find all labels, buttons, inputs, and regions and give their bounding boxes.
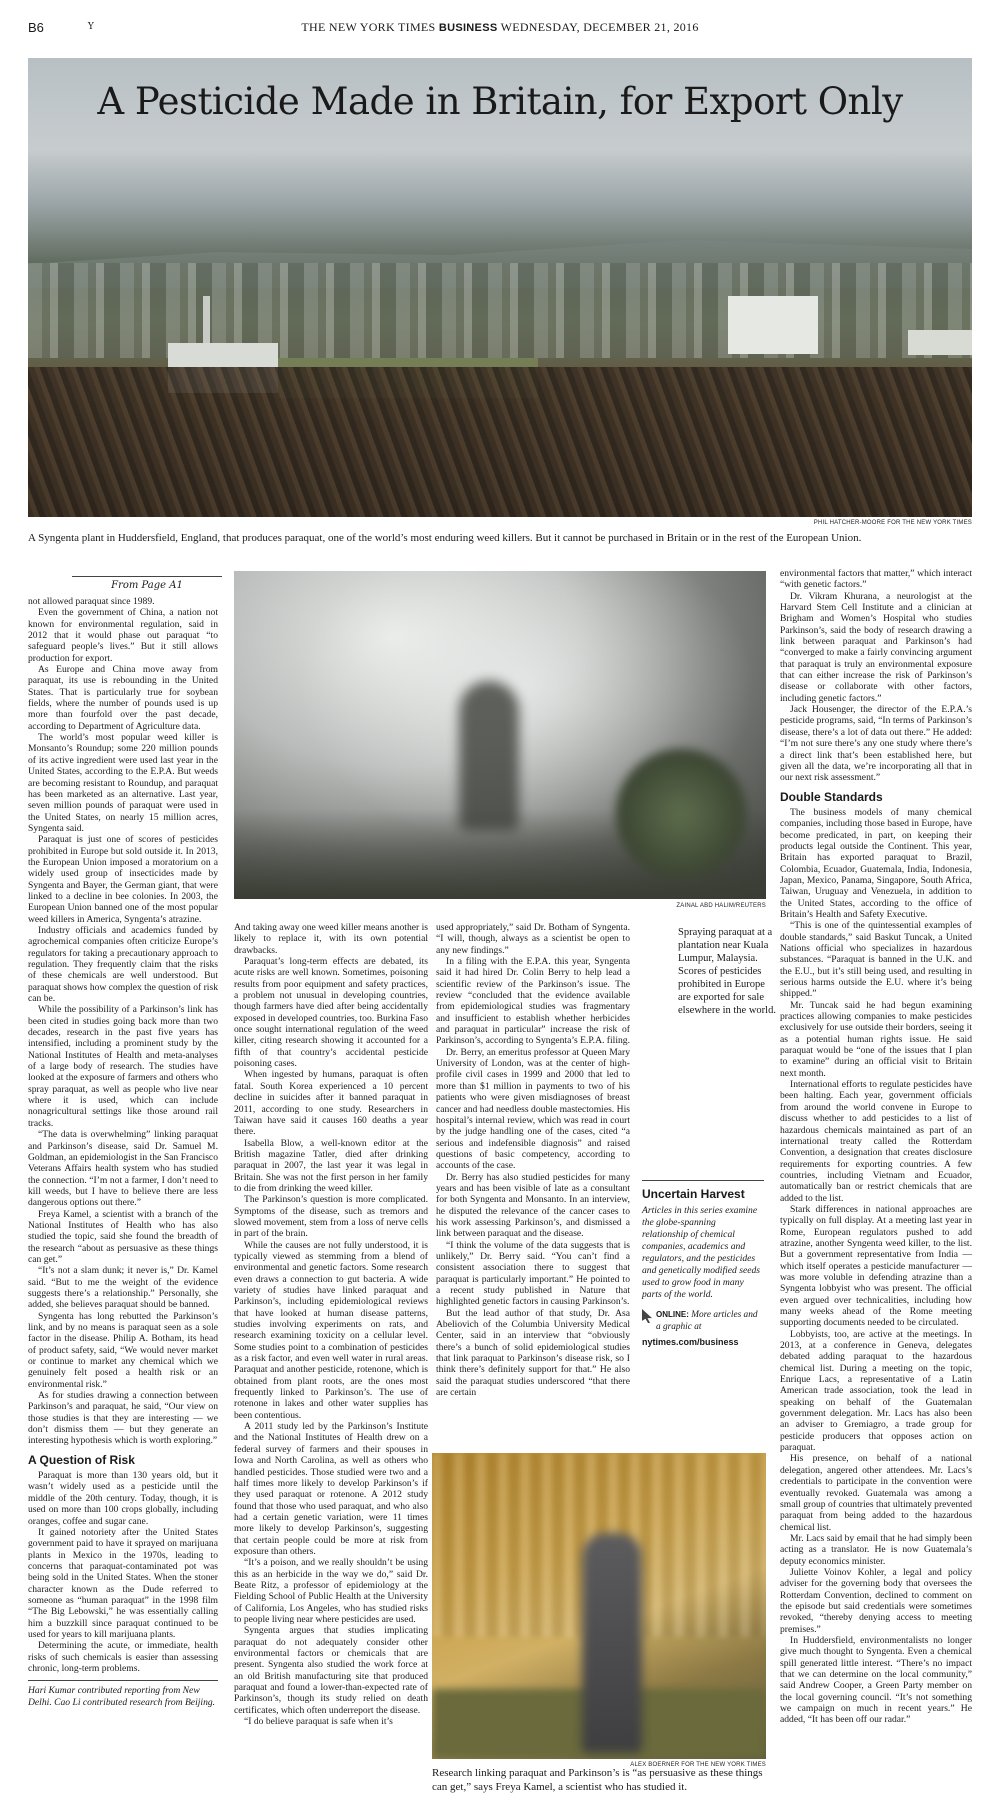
paragraph: It gained notoriety after the United States government paid to have it sprayed on marijuana plants in Mexico in the 1970s, leading to concerns that paraquat-contaminated pot was being sold in the United States. When the stoner character known as the Dude referred to someone as “human paraquat” in the 1998 film “The Big Lebowski,” he was essentially calling him a buzzkill since paraquat continued to be used for years to kill marijuana plants. xyxy=(28,1526,218,1640)
paragraph: Dr. Berry has also studied pesticides for many years and has been visible of late as a consultant for both Syngenta and Monsanto. In an interview, he disputed the relevance of the cancer cases to his work assessing Parkinson’s, and dismissed a link between paraquat and the disease. xyxy=(436,1171,630,1240)
paragraph: Even the government of China, a nation not known for environmental regulation, said in 2012 that it would phase out paraquat “to safeguard people’s lives.” But it still allows production for export. xyxy=(28,607,218,664)
paragraph: used appropriately,” said Dr. Botham of Syngenta. “I will, though, always as a scientist be open to any new findings.” xyxy=(436,922,630,956)
paragraph: “The data is overwhelming” linking paraquat and Parkinson’s disease, said Dr. Samuel M. Goldman, an epidemiologist in the San Francisco Veterans Affairs health system who has studied the connection. “I’m not a farmer, I don’t need to kill weeds, but I have to believe there are less dangerous options out there.” xyxy=(28,1129,218,1209)
jump-line: From Page A1 xyxy=(72,576,222,591)
paragraph: Jack Housenger, the director of the E.P.A.’s pesticide programs, said, “In terms of Parkinson’s disease, there’s a lot of data out there.” He added: “I’m not sure there’s any one study where there’s a direct link that’s been established here, but given all the data, we’re incorporating all that in our next risk assessment.” xyxy=(780,704,972,784)
paragraph: Mr. Tuncak said he had begun examining practices allowing companies to make pesticides exclusively for use outside their borders, seeing it as a potential human rights issue. He said paraquat would be “one of the issues that I plan to examine” during an official visit to Britain next month. xyxy=(780,999,972,1079)
hero-plant-right xyxy=(728,296,818,354)
paragraph: Syngenta argues that studies implicating paraquat do not adequately consider other environmental factors or chemicals that are present. Syngenta also studied the work force at an old British manufacturing site that produced paraquat and found a lower-than-expected rate of Parkinson’s, though its study relied on death certificates, which often underreport the disease. xyxy=(234,1625,428,1716)
paragraph: Lobbyists, too, are active at the meetings. In 2013, at a conference in Geneva, delegates debated adding paraquat to the hazardous chemical list. During a meeting on the topic, Enrique Lacs, a representative of a Latin American trade association, took the lead in speaking on behalf of the Guatemalan government delegation. Mr. Lacs has also been an adviser to Gremiagro, a trade group for pesticide producers that opposes action on paraquat. xyxy=(780,1328,972,1454)
paragraph: Stark differences in national approaches are typically on full display. At a meeting last year in Rome, European regulators pushed to add atrazine, another Syngenta weed killer, to the list. But a government representative from India — which itself operates a pesticide manufacturer — was more voluble in defending atrazine than a Syngenta lobbyist who was present. The official even argued over technicalities, including how many weeks ahead of the Rome meeting supporting documents needed to be circulated. xyxy=(780,1203,972,1329)
paragraph: The world’s most popular weed killer is Monsanto’s Roundup; some 220 million pounds of its active ingredient were used last year in the United States, according to the E.P.A. But weeds are becoming resistant to Roundup, and paraquat has been marketed as an alternative. Last year, seven million pounds of paraquat were used in the United States, on nearly 15 million acres, Syngenta said. xyxy=(28,732,218,834)
hero-photo-credit: PHIL HATCHER-MOORE FOR THE NEW YORK TIMES xyxy=(813,520,972,526)
article-column-2 xyxy=(234,922,428,1790)
hero-caption: A Syngenta plant in Huddersfield, England, that produces paraquat, one of the world’s most enduring weed killers. But it cannot be purchased in Britain or in the rest of the European Union. xyxy=(28,532,862,544)
paragraph: Paraquat is more than 130 years old, but it wasn’t widely used as a pesticide until the middle of the 20th century. Today, though, it is used on more than 100 crops globally, including oranges, coffee and sugar cane. xyxy=(28,1470,218,1527)
paragraph: International efforts to regulate pesticides have been halting. Each year, government officials from around the world convene in Europe to discuss whether to add pesticides to a list of hazardous chemicals maintained as part of an international treaty called the Rotterdam Convention, a designation that creates disclosure requirements for exporting countries. A few countries, including Vietnam and Ecuador, automatically ban or restrict chemicals that are added to the list. xyxy=(780,1079,972,1204)
paragraph: Dr. Vikram Khurana, a neurologist at the Harvard Stem Cell Institute and a clinician at Brigham and Women’s Hospital who studies Parkinson’s, said the body of research drawing a link between paraquat and Parkinson’s had “converged to make a fairly convincing argument that paraquat is truly an environmental exposure that can either increase the risk of Parkinson’s disease or collaborate with other factors, including genetic factors.” xyxy=(780,590,972,704)
paragraph: The business models of many chemical companies, including those based in Europe, have become predicated, in part, on keeping their products legal outside the Continent. This year, Britain has exported paraquat to Brazil, Colombia, Ecuador, Guatemala, India, Indonesia, Japan, Mexico, Panama, Singapore, South Africa, Taiwan, Uruguay and Venezuela, in addition to the United States, according to the office of Britain’s Health and Safety Executive. xyxy=(780,806,972,920)
online-text-wrap xyxy=(656,1309,764,1333)
cursor-icon xyxy=(642,1309,652,1323)
hero-smokestack xyxy=(203,296,210,346)
headline: A Pesticide Made in Britain, for Export Only xyxy=(97,80,903,123)
series-box xyxy=(642,1180,764,1347)
paragraph: Industry officials and academics funded by agrochemical companies often criticize Europe’s regulators for taking a precautionary approach to regulation. They frequently claim that the risks of these chemicals are well understood. But paraquat shows how complex the question of risk can be. xyxy=(28,924,218,1005)
paragraph: Syngenta has long rebutted the Parkinson’s link, and by no means is paraquat seen as a sole factor in the disease. Philip A. Botham, its head of product safety, said, “We would never market or continue to market any chemical which we genuinely felt posed a health risk or an environmental risk.” xyxy=(28,1310,218,1390)
paragraph: In a filing with the E.P.A. this year, Syngenta said it had hired Dr. Colin Berry to help lead a scientific review of the Parkinson’s issue. The review “concluded that the evidence available from epidemiological studies was fragmentary and insufficient to establish whether herbicides and paraquat in particular” increase the risk of Parkinson’s, according to Syngenta’s E.P.A. filing. xyxy=(436,956,630,1047)
paragraph: Paraquat’s long-term effects are debated, its acute risks are well known. Sometimes, poisoning results from poor equipment and safety practices, a problem not unusual in developing countries, though farmers have died after being accidentally exposed in developed countries, too. Burkina Faso once sought international regulation of the weed killer, citing research showing it accounted for a fifth of that country’s accidental pesticide poisoning cases. xyxy=(234,956,428,1070)
photo-plant xyxy=(616,749,746,879)
contributor-note: Hari Kumar contributed reporting from New Delhi. Cao Li contributed research from Beijing. xyxy=(28,1680,218,1708)
paragraph: His presence, on behalf of a national delegation, angered other attendees. Mr. Lacs’s credentials to participate in the convention were eventually revoked. Guatemala was among a small group of countries that ultimately prevented paraquat from being added to the hazardous chemical list. xyxy=(780,1453,972,1533)
online-label: ONLINE: xyxy=(656,1310,689,1319)
paragraph: environmental factors that matter,” which interact “with genetic factors.” xyxy=(780,568,972,591)
portrait-photo-credit: ALEX BOERNER FOR THE NEW YORK TIMES xyxy=(630,1762,766,1768)
portrait-caption: Research linking paraquat and Parkinson’s is “as persuasive as these things can get,” says Freya Kamel, a scientist who has studied it. xyxy=(432,1767,763,1793)
paragraph: Mr. Lacs said by email that he had simply been acting as a translator. He is now Guatemala’s deputy economics minister. xyxy=(780,1532,972,1567)
subhead: A Question of Risk xyxy=(28,1452,135,1467)
paragraph: “It’s a poison, and we really shouldn’t be using this as an herbicide in the way we do,” said Dr. Beate Ritz, a professor of epidemiology at the Fielding School of Public Health at the University of California, Los Angeles, who has studied risks to people living near where pesticides are used. xyxy=(234,1557,428,1625)
hero-plant-far-right xyxy=(908,330,972,355)
edition-mark: Y xyxy=(87,22,94,32)
series-description: Articles in this series examine the globe-spanning relationship of chemical companies, academics and regulators, and the pesticides and genetically modified seeds used to grow food in many parts of the world. xyxy=(642,1205,761,1300)
paragraph: Dr. Berry, an emeritus professor at Queen Mary University of London, was at the center of high-profile civil cases in 1999 and 2000 that led to more than $1 million in payments to two of his patients who were given misdiagnoses of breast cancer and had needless double mastectomies. His hospital’s internal review, which was read in court by the judge handling one of the cases, cited “a serious and indefensible diagnosis” and raised questions of basic competency, according to accounts of the case. xyxy=(436,1046,630,1172)
paper-name: THE NEW YORK TIMES xyxy=(301,19,436,34)
paragraph: While the possibility of a Parkinson’s link has been cited in studies going back more than two decades, research in the past five years has intensified, including a prominent study by the National Institutes of Health and meta-analyses of a large body of research. The studies have looked at the exposure of farmers and others who spray paraquat, as well as people who live near where it is used, which can include nonagricultural settings like those around rail tracks. xyxy=(28,1004,218,1129)
spraying-photo-credit: ZAINAL ABD HALIM/REUTERS xyxy=(676,903,766,909)
paragraph: A 2011 study led by the Parkinson’s Institute and the National Institutes of Health drew on a federal survey of farmers and their spouses in Iowa and North Carolina, as well as others who handled pesticides. Those studied were two and a half times more likely to develop Parkinson’s if they used paraquat or rotenone. A 2012 study found that those who used paraquat, and who also had a certain genetic variation, were 11 times more likely to develop Parkinson’s, suggesting that certain people could be more at risk from exposure than others. xyxy=(234,1421,428,1557)
series-title: Uncertain Harvest xyxy=(642,1187,745,1201)
photo-person xyxy=(582,1533,642,1753)
paragraph: Determining the acute, or immediate, health risks of such chemicals is easier than assessing chronic, long-term problems. xyxy=(28,1640,218,1674)
paragraph: “I think the volume of the data suggests that is unlikely,” Dr. Berry said. “You can’t find a consistent association there to suggest that paraquat is particularly important.” He pointed to a recent study published in Nature that highlighted genetic factors in causing Parkinson’s. xyxy=(436,1239,630,1308)
page-number: B6 xyxy=(28,19,44,35)
paragraph: The Parkinson’s question is more complicated. Symptoms of the disease, such as tremors and slowed movement, stem from a loss of nerve cells in part of the brain. xyxy=(234,1194,428,1240)
paragraph: When ingested by humans, paraquat is often fatal. South Korea experienced a 10 percent decline in suicides after it banned paraquat in 2011, according to one study. Researchers in Taiwan have said it causes 160 deaths a year there. xyxy=(234,1069,428,1138)
spraying-photo-caption: Spraying paraquat at a plantation near Kuala Lumpur, Malaysia. Scores of pesticides prohibited in Europe are exported for sale elsewhere in the world. xyxy=(678,927,776,1016)
paragraph: Freya Kamel, a scientist with a branch of the National Institutes of Health who has also studied the topic, said she found the breadth of the research “about as persuasive as these things can get.” xyxy=(28,1208,218,1265)
paragraph: Paraquat is just one of scores of pesticides prohibited in Europe but sold outside it. In 2013, the European Union imposed a moratorium on a widely used group of insecticides made by Syngenta and Bayer, the German giant, that were linked to a decline in bee colonies. In 2003, the European Union banned one of the most popular weed killers in America, Syngenta’s atrazine. xyxy=(28,834,218,925)
paragraph: Isabella Blow, a well-known editor at the British magazine Tatler, died after drinking paraquat in 2007, the last year it was legal in Britain. She was not the first person in her family to die from drinking the weed killer. xyxy=(234,1137,428,1194)
article-column-4 xyxy=(780,568,972,1798)
paragraph: As for studies drawing a connection between Parkinson’s and paraquat, he said, “Our view on those studies is that they are interesting — we don’t dismiss them — but they generate an interesting hypothesis which is worth exploring.” xyxy=(28,1390,218,1447)
article-column-1 xyxy=(28,596,218,1796)
paragraph: While the causes are not fully understood, it is typically viewed as stemming from a blend of environmental and genetic factors. Some research even draws a connection to gut bacteria. A wide variety of studies have linked paraquat and Parkinson’s, including epidemiological reviews that have looked at human disease patterns, studies involving experiments on rats, and research examining toxicity on a cellular level. Some studies point to a combination of pesticides as a risk factor, and even well water in rural areas. Paraquat and another pesticide, rotenone, which is obtained from plant roots, are the ones most frequently linked to Parkinson’s. The use of rotenone in lakes and other water supplies has been contentious. xyxy=(234,1239,428,1421)
paragraph: “It’s not a slam dunk; it never is,” Dr. Kamel said. “But to me the weight of the evidence suggests there’s a relationship.” Personally, she added, she believes paraquat should be banned. xyxy=(28,1265,218,1311)
online-note xyxy=(642,1309,764,1333)
article-column-3 xyxy=(436,922,630,1440)
paragraph: Juliette Voinov Kohler, a legal and policy adviser for the governing body that oversees the Rotterdam Convention, declined to comment on the episode but said credentials were sometimes revoked, “thereby denying access to meeting premises.” xyxy=(780,1566,972,1635)
paragraph: As Europe and China move away from paraquat, its use is rebounding in the United States. That is particularly true for soybean fields, where the number of pounds used is up more than fourfold over the past decade, according to Department of Agriculture data. xyxy=(28,664,218,732)
paragraph: And taking away one weed killer means another is likely to replace it, with its own potential drawbacks. xyxy=(234,922,428,956)
issue-date: WEDNESDAY, DECEMBER 21, 2016 xyxy=(500,19,699,34)
hero-trees xyxy=(28,367,972,517)
paragraph: not allowed paraquat since 1989. xyxy=(28,596,155,607)
page-header xyxy=(28,16,972,38)
paragraph: In Huddersfield, environmentalists no longer give much thought to Syngenta. Even a chemical spill generated little interest. “There’s no impact that we can determine on the local community,” said Andrew Cooper, a Green Party member on the local governing council. “It’s not something we campaign on much in recent years.” He added, “It has been off our radar.” xyxy=(780,1634,972,1726)
paragraph: “I do believe paraquat is safe when it’s xyxy=(244,1716,393,1728)
hero-photo xyxy=(28,58,972,517)
paragraph: But the lead author of that study, Dr. Asa Abeliovich of the Columbia University Medical Center, said in an interview that “obviously there’s a bunch of solid epidemiological studies that link paraquat to Parkinson’s disease risk, so I think there’s definitely support for that.” He also said the paraquat studies underscored “that there are certain xyxy=(436,1307,630,1399)
series-link[interactable]: nytimes.com/business xyxy=(642,1337,739,1347)
paragraph: “This is one of the quintessential examples of double standards,” said Baskut Tuncak, a United Nations official who specializes in hazardous substances. “Paraquat is banned in the U.K. and the E.U., but it’s still being used, and resulting in serious harms outside the E.U. where it’s being shipped.” xyxy=(780,920,972,1000)
portrait-photo xyxy=(432,1453,766,1759)
subhead: Double Standards xyxy=(780,789,883,804)
spraying-photo xyxy=(234,571,766,899)
online-text: More articles and a graphic at xyxy=(656,1310,758,1332)
section-name: BUSINESS xyxy=(438,21,498,34)
masthead xyxy=(28,20,972,35)
